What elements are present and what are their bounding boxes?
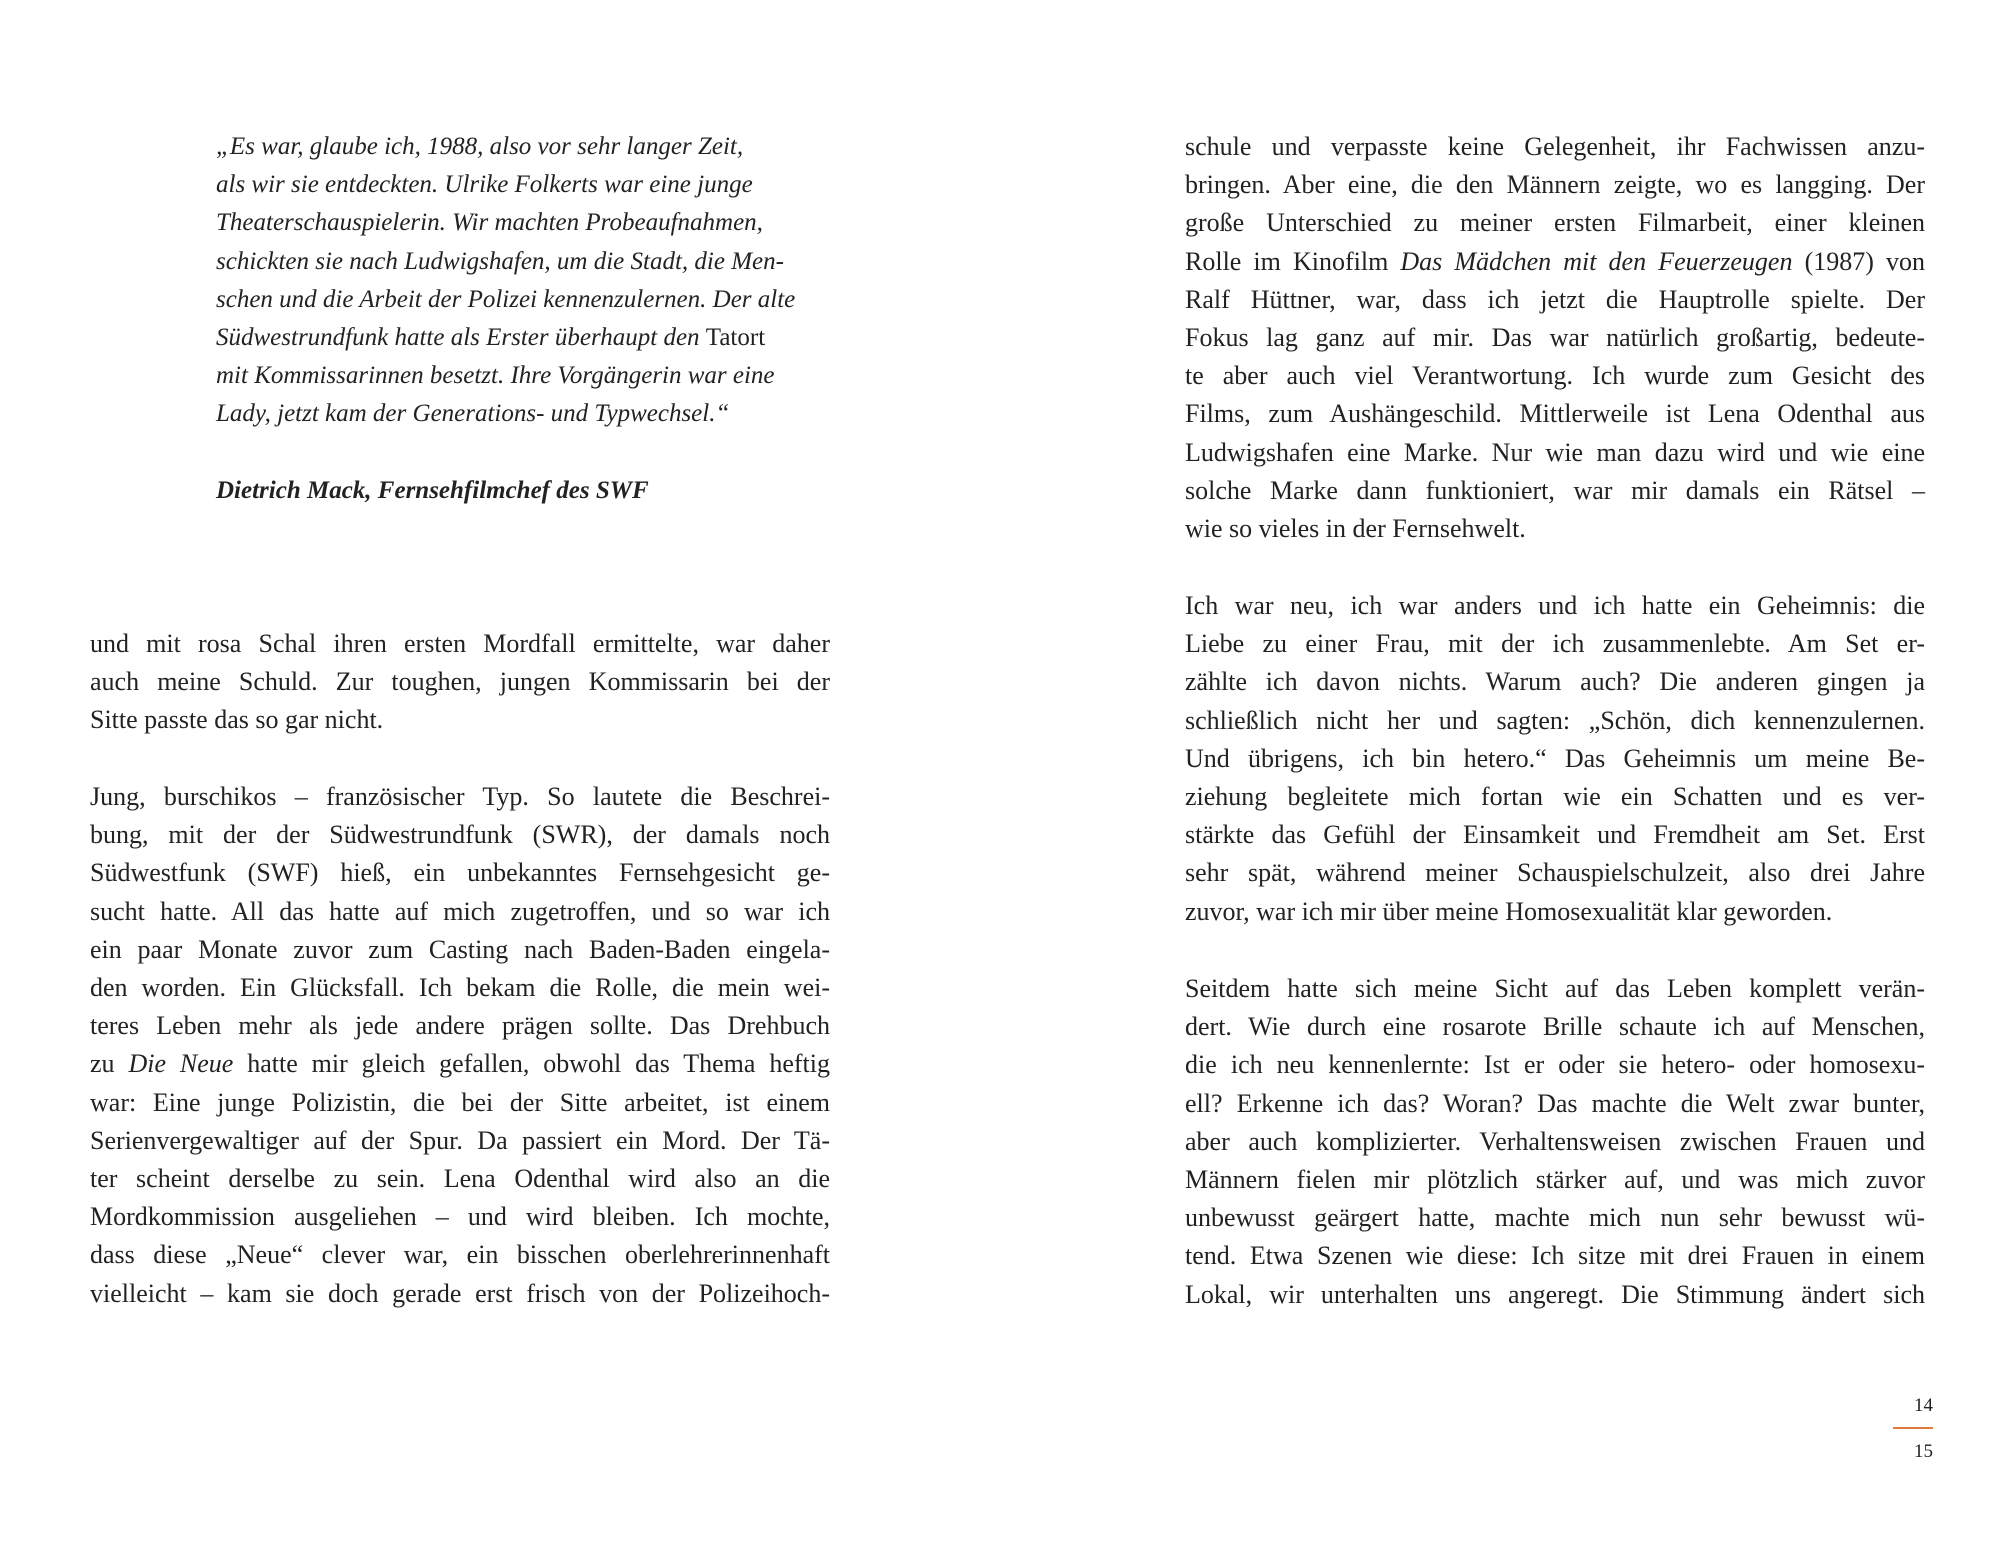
epigraph-quote — [216, 128, 836, 434]
text-line: Serienvergewaltiger auf der Spur. Da passiert ein Mord. Der Tä- — [90, 1125, 830, 1155]
text-line: solche Marke dann funktioniert, war mir damals ein Rätsel – — [1185, 475, 1925, 505]
text-line: Und übrigens, ich bin hetero.“ Das Geheimnis um meine Be- — [1185, 743, 1925, 773]
text-line: Südwestfunk (SWF) hieß, ein unbekanntes Fernsehgesicht ge- — [90, 858, 830, 888]
page-number-right: 15 — [1914, 1441, 1933, 1462]
text-line: Mordkommission ausgeliehen – und wird bleiben. Ich mochte, — [90, 1202, 830, 1232]
text-line: schule und verpasste keine Gelegenheit, ihr Fachwissen anzu- — [1185, 132, 1925, 161]
text-line: wie so vieles in der Fernsehwelt. — [1185, 514, 1526, 544]
text-fragment: Rolle im Kinofilm — [1185, 246, 1401, 276]
text-line: zählte ich davon nichts. Warum auch? Die anderen gingen ja — [1185, 667, 1925, 697]
text-line: ziehung begleitete mich fortan wie ein Schatten und es ver- — [1185, 782, 1925, 812]
right-page — [1000, 0, 2000, 1556]
text-line: tend. Etwa Szenen wie diese: Ich sitze mit drei Frauen in einem — [1185, 1241, 1925, 1271]
right-paragraph-1 — [1185, 128, 1925, 548]
film-title: Das Mädchen mit den Feuerzeugen — [1400, 246, 1793, 276]
quote-line: schen und die Arbeit der Polizei kennenzulernen. Der alte — [216, 285, 796, 313]
quote-line: „Es war, glaube ich, 1988, also vor sehr langer Zeit, — [216, 133, 744, 160]
page-numbers — [1893, 1392, 1933, 1466]
text-line: schließlich nicht her und sagten: „Schön, dich kennenzulernen. — [1185, 705, 1925, 735]
text-fragment: hatte mir gleich gefallen, obwohl das Thema heftig — [233, 1049, 830, 1079]
text-line: unbewusst geärgert hatte, machte mich nun sehr bewusst wü- — [1185, 1203, 1925, 1233]
text-line: auch meine Schuld. Zur toughen, jungen Kommissarin bei der — [90, 667, 830, 697]
film-title: Die Neue — [128, 1049, 234, 1079]
text-line: aber auch komplizierter. Verhaltensweisen zwischen Frauen und — [1185, 1126, 1925, 1156]
text-line: war: Eine junge Polizistin, die bei der Sitte arbeitet, ist einem — [90, 1087, 830, 1117]
text-line: sehr spät, während meiner Schauspielschulzeit, also drei Jahre — [1185, 858, 1925, 888]
text-line: Jung, burschikos – französischer Typ. So lautete die Beschrei- — [90, 782, 830, 811]
text-line: Films, zum Aushängeschild. Mittlerweile ist Lena Odenthal aus — [1185, 399, 1925, 429]
text-line: ell? Erkenne ich das? Woran? Das machte die Welt zwar bunter, — [1185, 1088, 1925, 1118]
text-line: dert. Wie durch eine rosarote Brille schaute ich auf Menschen, — [1185, 1012, 1925, 1042]
text-line: und mit rosa Schal ihren ersten Mordfall ermittelte, war daher — [90, 629, 830, 658]
text-line: vielleicht – kam sie doch gerade erst frisch von der Polizeihoch- — [90, 1278, 830, 1308]
text-line: Ralf Hüttner, war, dass ich jetzt die Hauptrolle spielte. Der — [1185, 284, 1925, 314]
text-line: dass diese „Neue“ clever war, ein bisschen oberlehrerinnenhaft — [90, 1240, 830, 1270]
text-line: stärkte das Gefühl der Einsamkeit und Fremdheit am Set. Erst — [1185, 820, 1925, 850]
text-line: Ich war neu, ich war anders und ich hatte ein Geheimnis: die — [1185, 591, 1925, 620]
quote-line: als wir sie entdeckten. Ulrike Folkerts war eine junge — [216, 171, 753, 199]
page-number-left: 14 — [1914, 1395, 1933, 1416]
text-line — [1185, 243, 1925, 281]
text-line — [90, 1045, 830, 1083]
quote-line: Lady, jetzt kam der Generations- und Typwechsel.“ — [216, 400, 730, 428]
text-line: Liebe zu einer Frau, mit der ich zusammenlebte. Am Set er- — [1185, 629, 1925, 659]
text-fragment: zu — [90, 1049, 129, 1079]
text-line: Lokal, wir unterhalten uns angeregt. Die Stimmung ändert sich — [1185, 1279, 1925, 1309]
text-line: den worden. Ein Glücksfall. Ich bekam die Rolle, die mein wei- — [90, 973, 830, 1003]
right-paragraph-3 — [1185, 970, 1925, 1314]
text-line: große Unterschied zu meiner ersten Filmarbeit, einer kleinen — [1185, 208, 1925, 238]
text-line: bung, mit der der Südwestrundfunk (SWR), der damals noch — [90, 820, 830, 850]
left-paragraph-2 — [90, 778, 830, 1313]
left-paragraph-1 — [90, 625, 830, 740]
text-line: Fokus lag ganz auf mir. Das war natürlich großartig, bedeute- — [1185, 323, 1925, 353]
quote-line: mit Kommissarinnen besetzt. Ihre Vorgängerin war eine — [216, 362, 775, 390]
quote-attribution: Dietrich Mack, Fernsehfilmchef des SWF — [216, 477, 649, 504]
quote-line: Theaterschauspielerin. Wir machten Probeaufnahmen, — [216, 209, 763, 237]
text-line: sucht hatte. All das hatte auf mich zugetroffen, und so war ich — [90, 896, 830, 926]
text-line: Ludwigshafen eine Marke. Nur wie man dazu wird und wie eine — [1185, 437, 1925, 467]
text-line: Sitte passte das so gar nicht. — [90, 705, 384, 735]
text-line: ein paar Monate zuvor zum Casting nach Baden-Baden eingela- — [90, 934, 830, 964]
text-fragment: (1987) von — [1792, 246, 1925, 276]
quote-line: schickten sie nach Ludwigshafen, um die Stadt, die Men- — [216, 247, 784, 275]
text-line: zuvor, war ich mir über meine Homosexualität klar geworden. — [1185, 896, 1833, 926]
quote-line — [216, 319, 836, 357]
text-line: te aber auch viel Verantwortung. Ich wurde zum Gesicht des — [1185, 361, 1925, 391]
text-line: bringen. Aber eine, die den Männern zeigte, wo es langging. Der — [1185, 170, 1925, 200]
text-line: die ich neu kennenlernte: Ist er oder sie hetero- oder homosexu- — [1185, 1050, 1925, 1080]
right-paragraph-2 — [1185, 587, 1925, 931]
page-number-divider — [1893, 1427, 1933, 1429]
text-line: Männern fielen mir plötzlich stärker auf, und was mich zuvor — [1185, 1165, 1925, 1195]
quote-upright-word: Tatort — [705, 324, 766, 352]
text-line: Seitdem hatte sich meine Sicht auf das Leben komplett verän- — [1185, 974, 1925, 1003]
text-line: ter scheint derselbe zu sein. Lena Odenthal wird also an die — [90, 1164, 830, 1194]
quote-line-text: Südwestrundfunk hatte als Erster überhaupt den — [216, 324, 706, 352]
text-line: teres Leben mehr als jede andere prägen sollte. Das Drehbuch — [90, 1011, 830, 1041]
